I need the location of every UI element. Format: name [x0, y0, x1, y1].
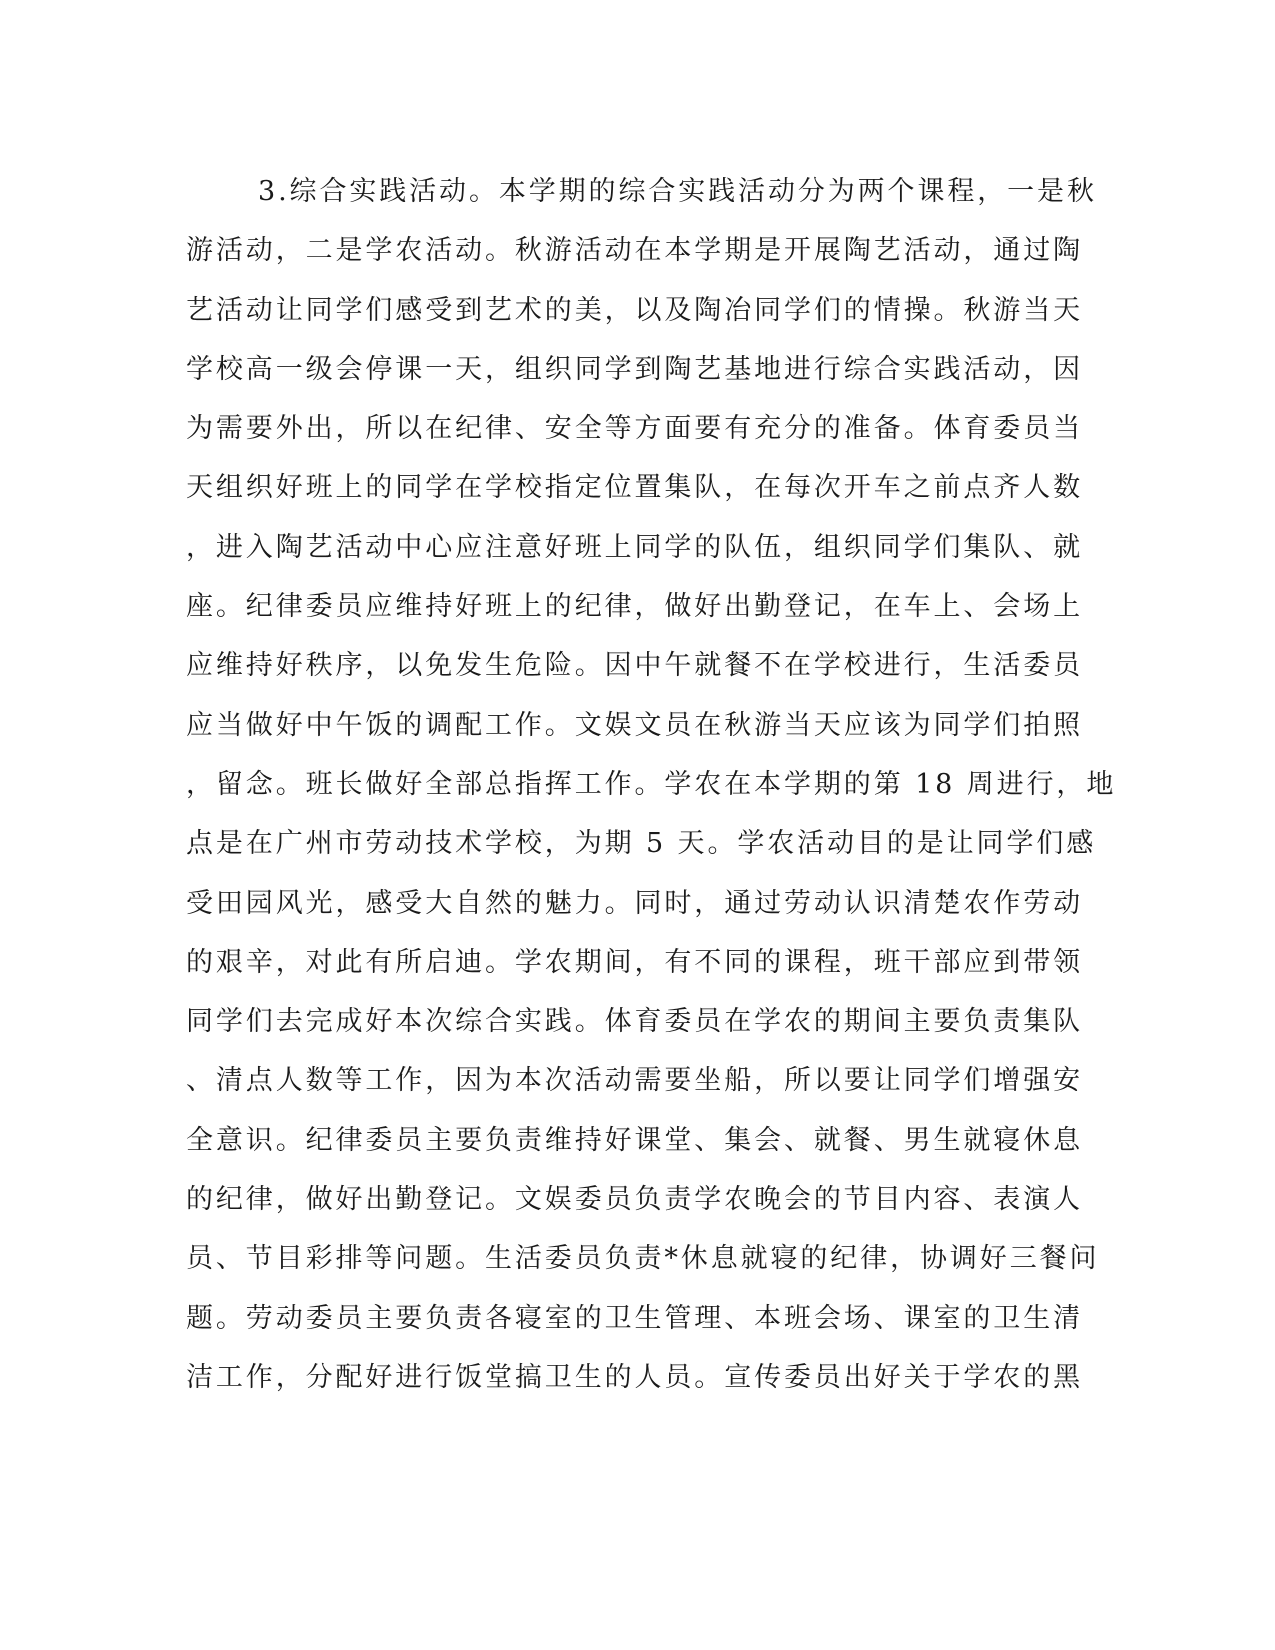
paragraph-line: 题。劳动委员主要负责各寝室的卫生管理、本班会场、课室的卫生清 [186, 1302, 1083, 1334]
paragraph-line: 受田园风光，感受大自然的魅力。同时，通过劳动认识清楚农作劳动 [186, 887, 1083, 919]
paragraph-line: 应当做好中午饭的调配工作。文娱文员在秋游当天应该为同学们拍照 [186, 709, 1083, 741]
paragraph-line: 洁工作，分配好进行饭堂搞卫生的人员。宣传委员出好关于学农的黑 [186, 1361, 1083, 1393]
paragraph-line: 的纪律，做好出勤登记。文娱委员负责学农晚会的节目内容、表演人 [186, 1184, 1083, 1216]
paragraph-line: 艺活动让同学们感受到艺术的美，以及陶冶同学们的情操。秋游当天 [186, 294, 1083, 326]
paragraph-line: 座。纪律委员应维持好班上的纪律，做好出勤登记，在车上、会场上 [186, 591, 1083, 623]
body-paragraph [186, 162, 1117, 1407]
paragraph-line: 应维持好秩序，以免发生危险。因中午就餐不在学校进行，生活委员 [186, 650, 1083, 682]
paragraph-line: 同学们去完成好本次综合实践。体育委员在学农的期间主要负责集队 [186, 1006, 1083, 1038]
paragraph-line: 的艰辛，对此有所启迪。学农期间，有不同的课程，班干部应到带领 [186, 946, 1083, 978]
paragraph-line: ，进入陶艺活动中心应注意好班上同学的队伍，组织同学们集队、就 [186, 531, 1083, 563]
paragraph-line: 、清点人数等工作，因为本次活动需要坐船，所以要让同学们增强安 [186, 1065, 1083, 1097]
paragraph-line: 点是在广州市劳动技术学校，为期 5 天。学农活动目的是让同学们感 [186, 828, 1097, 860]
paragraph-line: 全意识。纪律委员主要负责维持好课堂、集会、就餐、男生就寝休息 [186, 1124, 1083, 1156]
paragraph-line: 游活动，二是学农活动。秋游活动在本学期是开展陶艺活动，通过陶 [186, 235, 1083, 267]
paragraph-line: ，留念。班长做好全部总指挥工作。学农在本学期的第 18 周进行，地 [186, 768, 1117, 800]
paragraph-line: 为需要外出，所以在纪律、安全等方面要有充分的准备。体育委员当 [186, 413, 1083, 445]
paragraph-line: 天组织好班上的同学在学校指定位置集队，在每次开车之前点齐人数 [186, 472, 1083, 504]
paragraph-line: 3.综合实践活动。本学期的综合实践活动分为两个课程，一是秋 [258, 176, 1097, 207]
paragraph-line: 学校高一级会停课一天，组织同学到陶艺基地进行综合实践活动，因 [186, 353, 1083, 385]
paragraph-line: 员、节目彩排等问题。生活委员负责*休息就寝的纪律，协调好三餐问 [186, 1243, 1100, 1275]
